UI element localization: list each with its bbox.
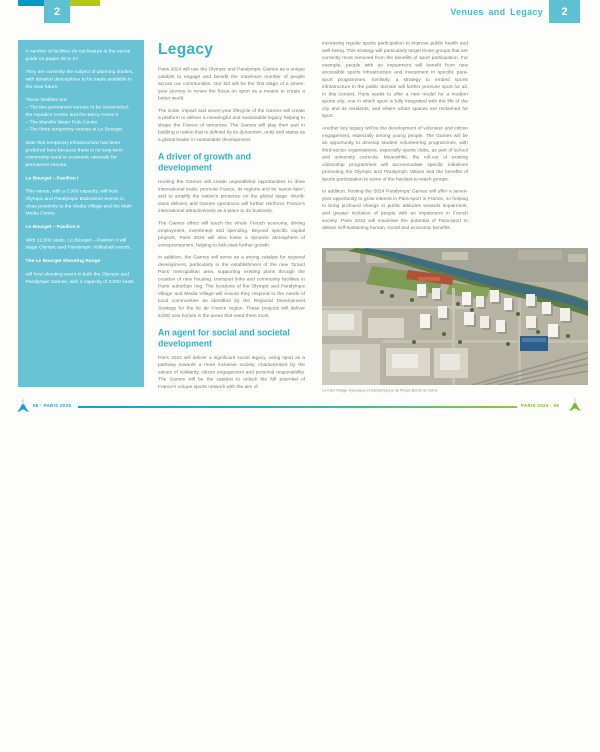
- page-title: Legacy: [158, 40, 214, 58]
- sidebar-paragraph: These facilities are:: [25, 97, 68, 103]
- olympic-village-aerial-photo: [322, 248, 588, 385]
- section-heading-growth: A driver of growth and development: [158, 151, 252, 173]
- venue-entry-title: Le Bourget – Pavilion II: [25, 224, 80, 230]
- section-title: Venues and Legacy: [450, 7, 543, 17]
- chapter-number-badge-right: [549, 0, 580, 23]
- body-paragraph: Hosting the Games will create unparalleled opportunities to drive international trade; promote France, its regions and its 'savoir-faire'; and to amplify the nation's presence on the global stage. World-class delivery and Games operations will further reinforce France's international attractiveness as a place to do business.: [158, 179, 305, 214]
- photo-caption: Le futur Village olympique et paralympique de Pleyel-Bords de Seine: [322, 388, 438, 393]
- page-number-left: 58 · PARIS 2024: [33, 403, 72, 408]
- body-paragraph: In addition, hosting the 2024 Paralympic Games will offer a seven-year opportunity to grow interest in Para-sport in France, so helping to bring profound change in public attitudes towards impairment, and greater inclusion of people with an impairment in French society. Paris 2024 will maximise the potential of Para-sport to deliver self-sustaining human, social and economic benefits.: [322, 188, 468, 231]
- sidebar-bullet: – The Marville Water Polo Centre: [25, 119, 98, 125]
- header-accent-bar-green: [70, 0, 100, 6]
- venue-entry-body: This venue, with a 7,000 capacity, will host Olympic and Paralympic Badminton events in close proximity to the Media Village and the Main Media Centre.: [25, 188, 132, 217]
- paris2024-eiffel-logo-left: [17, 397, 29, 413]
- aerial-photo-illustration: [322, 248, 588, 385]
- page-number-right: PARIS 2024 · 59: [521, 403, 560, 408]
- legacy-column: [158, 40, 305, 752]
- sidebar-bullet: – The two permanent venues to be constructed: the Aquatics Centre and the Bercy Arena II: [25, 104, 130, 118]
- body-paragraph: increasing regular sports participation to improve public health and well-being. This strategy will particularly target those groups that are currently most removed from the benefits of sport participation. For example, people with an impairment will benefit from new accessible sports infrastructure and investment in specific para-sport programmes. Similarly, a strategy to embed sports infrastructure in the public domain will further promote sport for all. In this context, Paris seeks to offer a new model for a modern sports city; one in which sport is fully integrated with the life of the city and its residents, and where urban spaces are reclaimed for sport.: [322, 40, 468, 119]
- chapter-number-badge-left: [44, 0, 70, 23]
- venue-entry-title: Le Bourget – Pavilion I: [25, 175, 79, 181]
- body-paragraph: Paris 2024 will deliver a significant social legacy, using sport as a pathway towards a more inclusive society, characterised by the values of solidarity, citizen engagement and personal responsibility. The Games will be the catalyst to unlock the full potential of France's unique sports network with the aim of: [158, 354, 305, 390]
- sidebar-bullet: – The three temporary venues at Le Bourget.: [25, 126, 124, 133]
- page-number-right-wrap: [521, 403, 597, 413]
- body-paragraph: The scale, impact and seven-year lifecycle of the Games will create a platform to deliver a meaningful and sustainable legacy helping to shape the France of tomorrow. The Games will play their part in building a nation that is defined by its dynamism, unity and status as a global leader in sustainable development.: [158, 107, 305, 143]
- photo-caption-wrap: [322, 388, 588, 397]
- chapter-number-right: 2: [561, 5, 568, 18]
- venue-entry-body: will host shooting event in both the Olympic and Paralympic Games, with a capacity of 3,000 seats.: [25, 271, 136, 285]
- chapter-number-left: 2: [53, 5, 61, 18]
- body-paragraph: Another key legacy will be the development of volunteer and citizen engagement, especially among young people. The Games will be an opportunity to develop student volunteering programmes, with third-sector organisations, especially sports clubs, as part of school and university curricula. Meanwhile, the roll-out of existing citizenship programmes will accommodate specific initiatives promoting the Olympic and Paralympic Values and the benefits of sports participation to some of the hardest-to-reach groups.: [322, 125, 468, 182]
- venue-entry-body: With 12,000 seats, Le Bourget – Pavilion II will stage Olympic and Paralympic Volleyball events.: [25, 237, 131, 251]
- header-accent-bar-blue: [18, 0, 44, 6]
- sidebar-paragraph: They are currently the subject of planning studies, with detailed descriptions to be made available in the near future.: [25, 69, 134, 90]
- body-paragraph: Paris 2024 will use the Olympic and Paralympic Games as a unique catalyst to engage and benefit the maximum number of people across our communities. Our bid will be the first stage of a seven-year journey to renew the focus on sport as a means to create a better world.: [158, 66, 305, 102]
- paris2024-eiffel-logo-right: [569, 396, 581, 412]
- body-paragraph: In addition, the Games will serve as a strong catalyst for regional development, particularly in the establishment of the new 'Grand Paris' metropolitan area, supporting existing plans through the creation of new housing, transport links and community facilities in Paris' suburban ring. The locations of the Olympic and Paralympic Village and Media Village will ensure they respond to the needs of local communities as identified by the Regional Development Strategy for the Ile de France region. These projects will deliver 5,000 new homes in the areas that need them most.: [158, 254, 305, 319]
- sidebar-paragraph: A number of facilities do not feature in the venue guide on pages 26 to 57.: [25, 48, 131, 62]
- facilities-sidebar: [18, 40, 144, 387]
- sidebar-paragraph: Note that temporary infrastructure has been preferred here because there is no long-term community need or economic rationale for permanent venues.: [25, 139, 123, 168]
- footer-divider-line: [78, 406, 517, 408]
- venue-entry-title: The Le Bourget Shooting Range: [25, 258, 101, 264]
- body-paragraph: The Games effect will touch the whole French economy, driving employment, investment and spending. Beyond specific capital projects, Paris 2024 will also foster a dynamic atmosphere of entrepreneurism, helping to kick-start further growth.: [158, 220, 305, 248]
- section-heading-social: An agent for social and societal development: [158, 327, 290, 349]
- page-number-left-wrap: [33, 403, 109, 413]
